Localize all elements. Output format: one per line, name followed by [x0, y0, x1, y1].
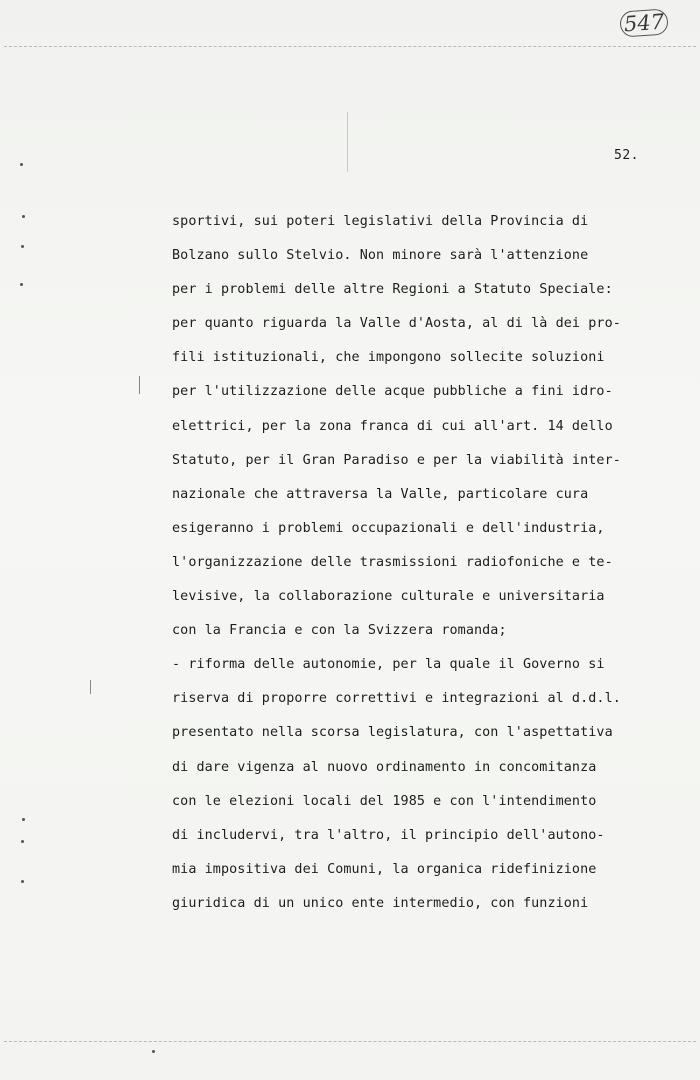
text-line: riserva di proporre correttivi e integrazioni al d.d.l.: [172, 691, 621, 707]
scan-speck: [22, 215, 25, 218]
bottom-scan-edge: [4, 1041, 696, 1042]
scan-speck: [20, 163, 23, 166]
text-line: l'organizzazione delle trasmissioni radiofoniche e te-: [172, 554, 613, 570]
text-line: per quanto riguarda la Valle d'Aosta, al di là dei pro-: [172, 316, 621, 332]
archive-stamp: 547: [619, 8, 669, 37]
text-line: mia impositiva dei Comuni, la organica ridefinizione: [172, 861, 597, 877]
scan-streak: [347, 112, 348, 172]
text-line: - riforma delle autonomie, per la quale il Governo si: [172, 657, 605, 673]
text-line: Statuto, per il Gran Paradiso e per la viabilità inter-: [172, 452, 621, 468]
text-line: levisive, la collaborazione culturale e universitaria: [172, 589, 605, 605]
text-line: di includervi, tra l'altro, il principio dell'autono-: [172, 827, 605, 843]
text-line: fili istituzionali, che impongono sollecite soluzioni: [172, 350, 605, 366]
scan-speck: [21, 245, 24, 248]
text-line: con la Francia e con la Svizzera romanda;: [172, 623, 507, 639]
scan-speck: [152, 1050, 155, 1053]
margin-mark: [139, 376, 140, 394]
scan-speck: [21, 880, 24, 883]
text-line: giuridica di un unico ente intermedio, con funzioni: [172, 895, 589, 911]
text-line: Bolzano sullo Stelvio. Non minore sarà l'attenzione: [172, 248, 589, 264]
text-line: sportivi, sui poteri legislativi della Provincia di: [172, 214, 589, 229]
body-text: [172, 205, 662, 921]
text-line: con le elezioni locali del 1985 e con l'intendimento: [172, 793, 597, 809]
page-number: 52.: [614, 148, 639, 163]
scan-speck: [21, 840, 24, 843]
top-scan-edge: [4, 46, 696, 47]
scan-speck: [22, 818, 25, 821]
text-line: presentato nella scorsa legislatura, con l'aspettativa: [172, 725, 613, 741]
text-line: nazionale che attraversa la Valle, particolare cura: [172, 486, 589, 502]
text-line: per l'utilizzazione delle acque pubbliche a fini idro-: [172, 384, 613, 400]
text-line: esigeranno i problemi occupazionali e dell'industria,: [172, 520, 605, 536]
text-line: elettrici, per la zona franca di cui all'art. 14 dello: [172, 418, 613, 434]
scan-speck: [20, 283, 23, 286]
margin-mark: [90, 680, 91, 694]
text-line: di dare vigenza al nuovo ordinamento in concomitanza: [172, 759, 597, 775]
text-line: per i problemi delle altre Regioni a Statuto Speciale:: [172, 282, 613, 298]
